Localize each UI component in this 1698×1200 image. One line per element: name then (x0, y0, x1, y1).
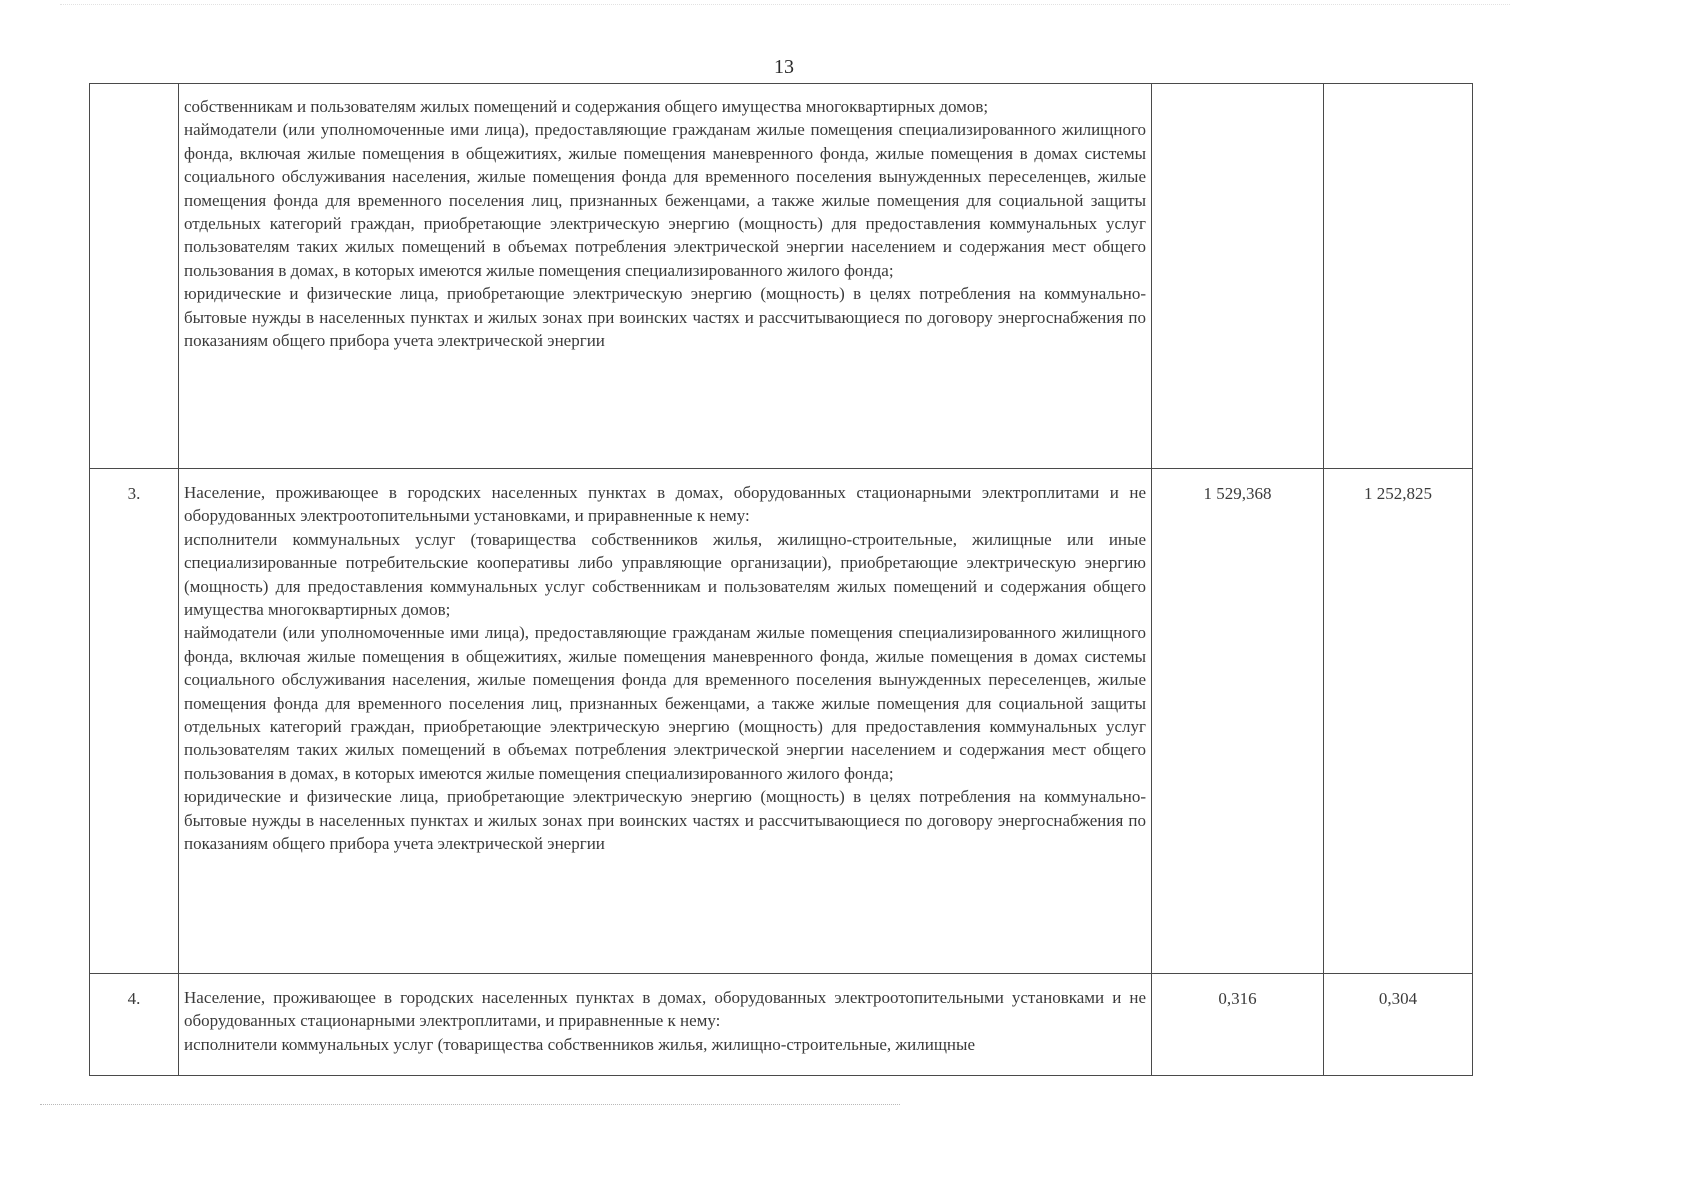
value-cell-1 (1152, 84, 1324, 469)
scan-edge-mark (60, 4, 1510, 5)
paragraph: юридические и физические лица, приобретающие электрическую энергию (мощность) в целях потребления на коммунально-бытовые нужды в населенных пунктах и жилых зонах при воинских частях и рассчитывающиеся по договору энергоснабжения по показаниям общего прибора учета электрической энергии (184, 787, 1146, 854)
row-number (90, 84, 179, 469)
paragraph: исполнители коммунальных услуг (товарищества собственников жилья, жилищно-строительные, жилищные или иные специализированные потребительские кооперативы либо управляющие организации), приобретающие электрическую энергию (мощность) для предоставления коммунальных услуг собственникам и пользователям жилых помещений и содержания общего имущества многоквартирных домов; (184, 529, 1146, 620)
paragraph: исполнители коммунальных услуг (товарищества собственников жилья, жилищно-строительные, жилищные (184, 1034, 975, 1054)
table-row (90, 469, 1473, 974)
scan-edge-mark (40, 1104, 900, 1105)
value-cell-1: 0,316 (1152, 974, 1324, 1076)
value-cell-2: 0,304 (1324, 974, 1473, 1076)
paragraph: Население, проживающее в городских населенных пунктах в домах, оборудованных электроотопительными установками и не оборудованных стационарными электроплитами, и приравненные к нему: (184, 988, 1146, 1031)
paragraph: наймодатели (или уполномоченные ими лица), предоставляющие гражданам жилые помещения специализированного жилищного фонда, включая жилые помещения в общежитиях, жилые помещения маневренного фонда, жилые помещения в домах системы социального обслуживания населения, жилые помещения фонда для временного поселения вынужденных переселенцев, жилые помещения фонда для временного поселения лиц, признанных беженцами, а также жилые помещения для социальной защиты отдельных категорий граждан, приобретающие электрическую энергию (мощность) для предоставления коммунальных услуг пользователям таких жилых помещений в объемах потребления электрической энергии населением и содержания мест общего пользования в домах, в которых имеются жилые помещения специализированного жилого фонда; (184, 120, 1146, 280)
tariff-table (89, 83, 1473, 1076)
row-description (179, 469, 1152, 974)
value-cell-1: 1 529,368 (1152, 469, 1324, 974)
row-number: 4. (90, 974, 179, 1076)
paragraph: собственникам и пользователям жилых помещений и содержания общего имущества многоквартирных домов; (184, 97, 989, 116)
paragraph: Население, проживающее в городских населенных пунктах в домах, оборудованных стационарными электроплитами и не оборудованных электроотопительными установками, и приравненные к нему: (184, 483, 1146, 526)
row-description (179, 974, 1152, 1076)
paragraph: юридические и физические лица, приобретающие электрическую энергию (мощность) в целях потребления на коммунально-бытовые нужды в населенных пунктах и жилых зонах при воинских частях и рассчитывающиеся по договору энергоснабжения по показаниям общего прибора учета электрической энергии (184, 284, 1146, 351)
row-description (179, 84, 1152, 469)
value-cell-2 (1324, 84, 1473, 469)
table-row (90, 84, 1473, 469)
table-row (90, 974, 1473, 1076)
paragraph: наймодатели (или уполномоченные ими лица), предоставляющие гражданам жилые помещения специализированного жилищного фонда, включая жилые помещения в общежитиях, жилые помещения маневренного фонда, жилые помещения в домах системы социального обслуживания населения, жилые помещения фонда для временного поселения вынужденных переселенцев, жилые помещения фонда для временного поселения лиц, признанных беженцами, а также жилые помещения для социальной защиты отдельных категорий граждан, приобретающие электрическую энергию (мощность) для предоставления коммунальных услуг пользователям таких жилых помещений в объемах потребления электрической энергии населением и содержания мест общего пользования в домах, в которых имеются жилые помещения специализированного жилого фонда; (184, 623, 1146, 783)
value-cell-2: 1 252,825 (1324, 469, 1473, 974)
row-number: 3. (90, 469, 179, 974)
page-number: 13 (774, 56, 794, 78)
